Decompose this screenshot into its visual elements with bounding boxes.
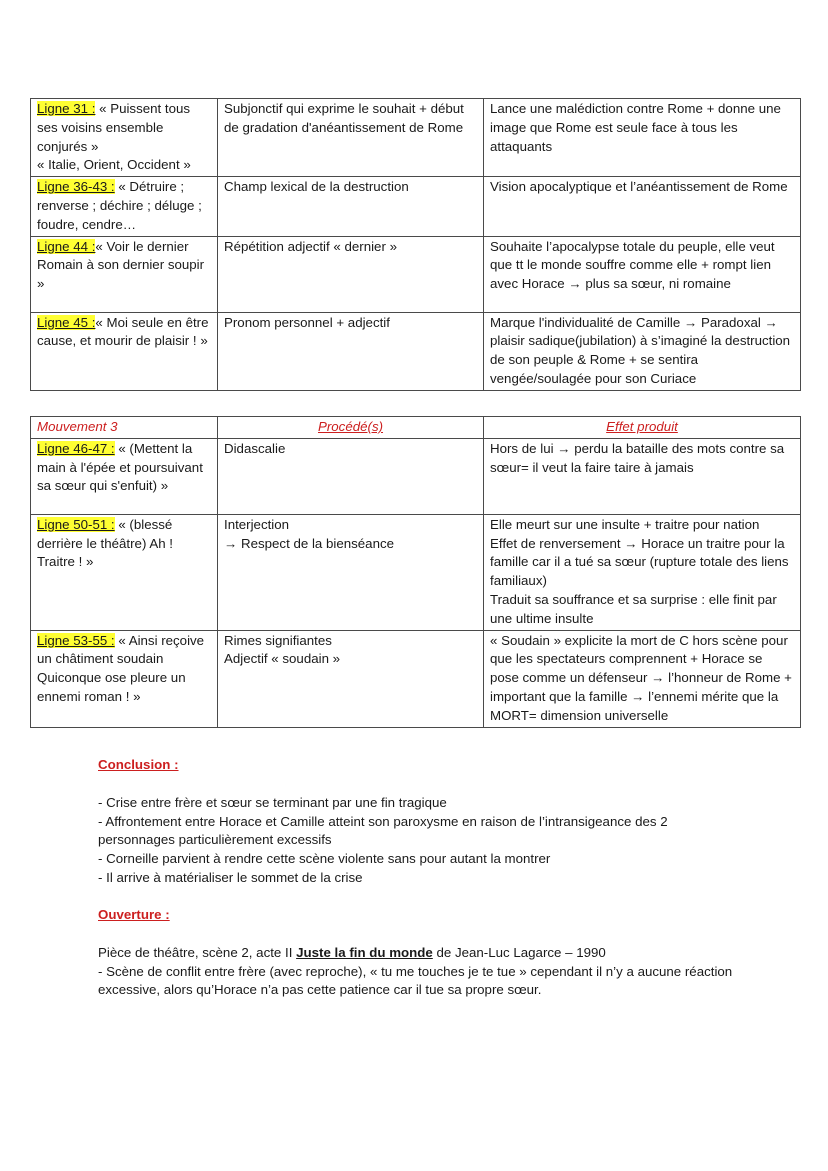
table-row: [31, 438, 801, 514]
table-row: [31, 514, 801, 630]
effet-cell: [484, 99, 801, 177]
procede-cell: [218, 236, 484, 312]
conclusion-section: [98, 756, 738, 888]
quote-cell: [31, 312, 218, 390]
effet-text: « Soudain » explicite la mort de C hors scène pour que les spectateurs comprennent + Horace se pose comme un défenseur → l’honneur de Rome + important que la famille → l’ennemi mérite que la MORT= dimension universelle: [490, 632, 792, 723]
analysis-table-2: [30, 416, 801, 728]
quote-cell: [31, 630, 218, 727]
procede-cell: [218, 630, 484, 727]
quote-text: « Voir le dernier Romain à son dernier soupir »: [37, 238, 205, 292]
line-reference: Ligne 31 :: [37, 101, 96, 116]
ouverture-intro-text: Pièce de théâtre, scène 2, acte II: [98, 944, 297, 960]
procede-cell: [218, 514, 484, 630]
quote-cell: [31, 99, 218, 177]
effet-text: Elle meurt sur une insulte + traitre pour nation: [490, 516, 760, 532]
procede-text: Didascalie: [224, 440, 286, 456]
procede-text: Rimes signifiantes: [224, 632, 332, 648]
line-reference: Ligne 36-43 :: [37, 179, 115, 195]
effet-cell: [484, 438, 801, 514]
procede-cell: [218, 438, 484, 514]
effet-text: Traduit sa souffrance et sa surprise : elle finit par une ultime insulte: [490, 591, 777, 626]
table-row: [31, 630, 801, 727]
table-row: [31, 99, 801, 177]
quote-cell: [31, 438, 218, 514]
ouverture-item: - Scène de conflit entre frère (avec reproche), « tu me touches je te tue » cependant il n’y a aucune réaction excessive, alors qu’Horace n’a pas cette patience car il tue sa propre sœur.: [98, 963, 733, 998]
effet-text: Vision apocalyptique et l’anéantissement de Rome: [490, 179, 788, 195]
effet-text: Marque l'individualité de Camille → Paradoxal → plaisir sadique(jubilation) à s’imaginé la destruction de son peuple & Rome + se sentira vengée/soulagée pour son Curiace: [490, 314, 791, 386]
work-title: Juste la fin du monde: [296, 944, 433, 960]
quote-cell: [31, 177, 218, 236]
effet-text: Hors de lui → perdu la bataille des mots contre sa sœur= il veut la faire taire à jamais: [490, 440, 785, 475]
quote-text: « (Mettent la main à l'épée et poursuivant sa sœur qui s'enfuit) »: [37, 440, 203, 494]
line-reference: Ligne 50-51 :: [37, 516, 115, 532]
procede-cell: [218, 177, 484, 236]
quote-text: « Ainsi reçoive un châtiment soudain: [37, 632, 205, 667]
procede-text: → Respect de la bienséance: [224, 535, 395, 551]
conclusion-item: - Crise entre frère et sœur se terminant par une fin tragique: [98, 794, 447, 810]
table-row: [31, 236, 801, 312]
procede-text: Subjonctif qui exprime le souhait + début de gradation d'anéantissement de Rome: [224, 101, 464, 135]
line-reference: Ligne 44 :: [37, 238, 96, 254]
quote-text: « Détruire ; renverse ; déchire ; déluge ; foudre, cendre…: [37, 179, 202, 232]
procede-cell: [218, 99, 484, 177]
analysis-table-1: [30, 98, 801, 391]
ouverture-intro: [98, 944, 738, 963]
effet-cell: [484, 630, 801, 727]
effet-cell: [484, 514, 801, 630]
effet-cell: [484, 312, 801, 390]
procede-text: Répétition adjectif « dernier »: [224, 238, 397, 254]
header-procede: [218, 417, 484, 439]
line-reference: Ligne 45 :: [37, 314, 96, 330]
quote-text: « Italie, Orient, Occident »: [37, 157, 191, 173]
effet-cell: [484, 236, 801, 312]
conclusion-title: Conclusion :: [98, 757, 179, 772]
procede-text: Champ lexical de la destruction: [224, 179, 409, 195]
effet-cell: [484, 177, 801, 236]
conclusion-item: - Corneille parvient à rendre cette scène violente sans pour autant la montrer: [98, 851, 551, 867]
quote-text: « Puissent tous ses voisins ensemble conjurés »: [37, 101, 191, 154]
table-header-row: [31, 417, 801, 439]
ouverture-intro-text: de Jean-Luc Lagarce – 1990: [432, 944, 606, 960]
header-effet-label: Effet produit: [606, 419, 678, 434]
effet-text: Souhaite l’apocalypse totale du peuple, elle veut que tt le monde souffre comme elle + rompt lien avec Horace → plus sa sœur, ni romaine: [490, 238, 775, 292]
procede-cell: [218, 312, 484, 390]
line-reference: Ligne 53-55 :: [37, 632, 115, 648]
quote-text: « Moi seule en être cause, et mourir de plaisir ! »: [37, 314, 209, 349]
procede-text: Adjectif « soudain »: [224, 651, 341, 667]
procede-text: Pronom personnel + adjectif: [224, 314, 390, 330]
header-effet: [484, 417, 801, 439]
quote-cell: [31, 236, 218, 312]
line-reference: Ligne 46-47 :: [37, 440, 115, 456]
quote-cell: [31, 514, 218, 630]
table-row: [31, 177, 801, 236]
quote-text: « (blessé derrière le théâtre) Ah ! Traitre ! »: [37, 516, 173, 570]
ouverture-title: Ouverture :: [98, 907, 170, 922]
table-row: [31, 312, 801, 390]
conclusion-item: - Affrontement entre Horace et Camille atteint son paroxysme en raison de l’intransigeance des 2 personnages particulièrement excessifs: [98, 813, 668, 848]
procede-text: Interjection: [224, 516, 290, 532]
effet-text: Effet de renversement → Horace un traitre pour la famille car il a tué sa sœur (rupture totale des liens familiaux): [490, 535, 789, 589]
quote-text: Quiconque ose pleure un ennemi roman ! »: [37, 670, 186, 704]
header-procede-label: Procédé(s): [317, 419, 384, 434]
effet-text: Lance une malédiction contre Rome + donne une image que Rome est seule face à tous les attaquants: [490, 101, 781, 154]
header-mouvement: Mouvement 3: [31, 417, 218, 439]
ouverture-section: [98, 906, 738, 1000]
conclusion-item: - Il arrive à matérialiser le sommet de la crise: [98, 869, 363, 885]
